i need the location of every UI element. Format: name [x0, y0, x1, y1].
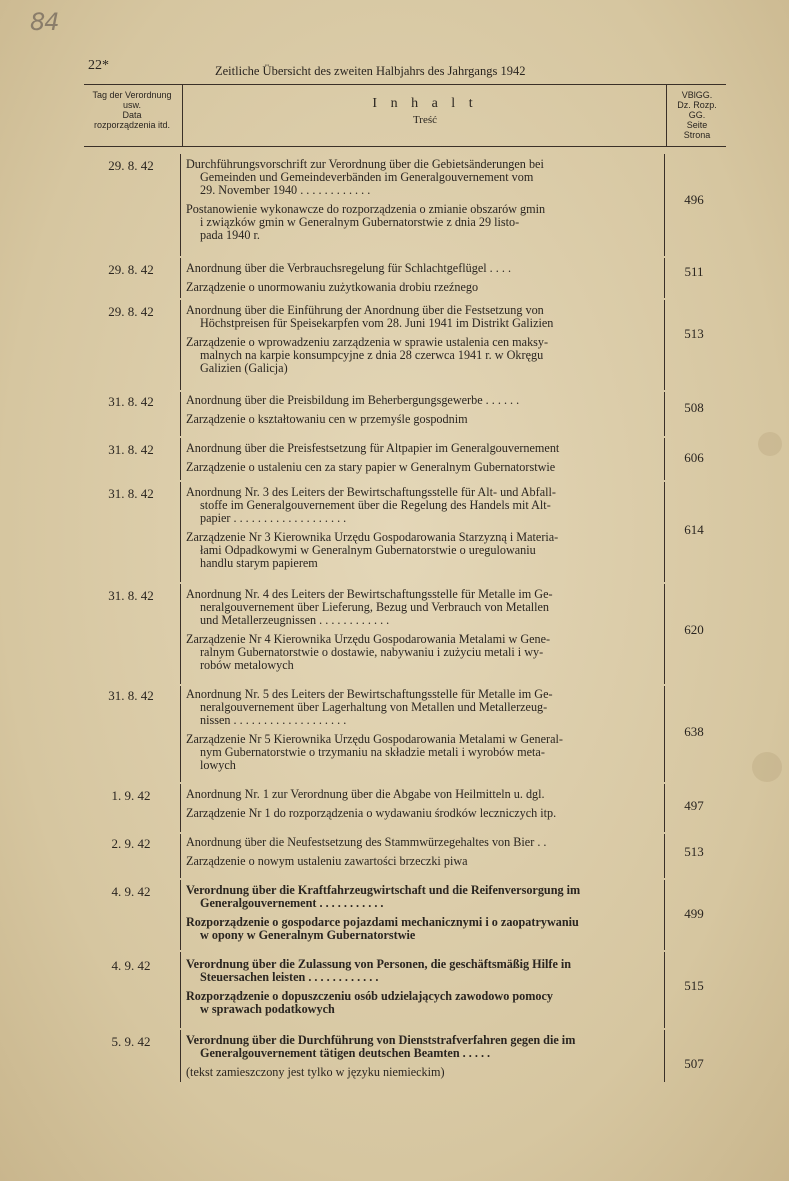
header-page-l4: Seite — [686, 120, 708, 130]
entry-line-pl: i związków gmin w Generalnym Gubernatorstwie z dnia 29 listo- — [200, 215, 520, 229]
entry-line-de: Anordnung Nr. 4 des Leiters der Bewirtschaftungsstelle für Metalle im Ge- — [186, 587, 553, 601]
paper-stain — [758, 432, 782, 456]
entry-page-number: 497 — [684, 798, 704, 813]
row-divider-left — [180, 482, 181, 582]
entry-line-de: Anordnung Nr. 1 zur Verordnung über die Abgabe von Heilmitteln u. dgl. — [186, 787, 545, 801]
entry-line-de: Generalgouvernement . . . . . . . . . . . — [200, 896, 384, 910]
row-divider-right — [664, 482, 665, 582]
entry-text-pl — [186, 203, 658, 242]
entry-text-pl — [186, 990, 658, 1016]
row-divider-left — [180, 952, 181, 1028]
entry-line-pl: Zarządzenie o kształtowaniu cen w przemyśle gospodnim — [186, 412, 468, 426]
entry-line-de: Höchstpreisen für Speisekarpfen vom 28. Juni 1941 im Distrikt Galizien — [200, 316, 554, 330]
header-page-column — [669, 90, 725, 140]
entry-line-de: stoffe im Generalgouvernement über die Regelung des Handels mit Alt- — [200, 498, 551, 512]
row-divider-right — [664, 686, 665, 782]
row-divider-left — [180, 1030, 181, 1082]
header-date-column — [84, 90, 180, 130]
paper-stain — [752, 752, 782, 782]
row-divider-left — [180, 300, 181, 390]
entry-content — [186, 836, 658, 868]
entry-text-pl — [186, 807, 658, 820]
entry-line-pl: w sprawach podatkowych — [200, 1002, 335, 1016]
entry-line-de: Gemeinden und Gemeindeverbänden im Generalgouvernement vom — [200, 170, 534, 184]
row-divider-right — [664, 834, 665, 878]
row-divider-right — [664, 784, 665, 832]
entry-text-pl — [186, 733, 658, 772]
entry-line-pl: Postanowienie wykonawcze do rozporządzenia o zmianie obszarów gmin — [186, 202, 546, 216]
entry-page-number: 511 — [684, 264, 704, 279]
header-content-pl: Treść — [412, 114, 438, 126]
entry-text-de — [186, 958, 658, 984]
entry-text-de — [186, 486, 658, 525]
entry-date: 31. 8. 42 — [108, 442, 154, 457]
entry-line-de: 29. November 1940 . . . . . . . . . . . . — [200, 183, 371, 197]
entry-page-number: 620 — [684, 622, 704, 637]
entry-date: 31. 8. 42 — [108, 394, 154, 409]
entry-line-de: Verordnung über die Kraftfahrzeugwirtschaft und die Reifenversorgung im — [186, 883, 581, 897]
header-date-pl: Data — [122, 110, 142, 120]
entry-line-de: und Metallerzeugnissen . . . . . . . . . . . . — [200, 613, 390, 627]
entry-date: 2. 9. 42 — [111, 836, 151, 851]
entry-line-de: Anordnung über die Neufestsetzung des Stammwürzegehaltes von Bier . . — [186, 835, 547, 849]
entry-text-de — [186, 588, 658, 627]
row-divider-right — [664, 952, 665, 1028]
entry-line-de: Anordnung Nr. 3 des Leiters der Bewirtschaftungsstelle für Alt- und Abfall- — [186, 485, 556, 499]
entry-page-number: 513 — [684, 326, 704, 341]
entry-page-number: 496 — [684, 192, 704, 207]
entry-page-number: 499 — [684, 906, 704, 921]
entry-date: 5. 9. 42 — [111, 1034, 151, 1049]
row-divider-left — [180, 880, 181, 950]
entry-text-de — [186, 884, 658, 910]
entry-text-de — [186, 788, 658, 801]
entry-line-pl: Zarządzenie Nr 3 Kierownika Urzędu Gospodarowania Starzyzną i Materia- — [186, 530, 559, 544]
entry-page-number: 606 — [684, 450, 704, 465]
header-page-l5: Strona — [683, 130, 711, 140]
row-divider-left — [180, 584, 181, 684]
entry-text-pl — [186, 855, 658, 868]
entry-line-de: Verordnung über die Durchführung von Dienststrafverfahren gegen die im — [186, 1033, 576, 1047]
header-content-column — [186, 96, 664, 126]
entry-text-pl — [186, 531, 658, 570]
page-number: 22* — [88, 58, 109, 73]
entry-line-pl: robów metalowych — [200, 658, 294, 672]
entry-text-de — [186, 836, 658, 849]
entry-line-pl: Zarządzenie o wprowadzeniu zarządzenia w sprawie ustalenia cen maksy- — [186, 335, 549, 349]
entry-content — [186, 884, 658, 942]
header-date-pl-itd: rozporządzenia itd. — [93, 120, 171, 130]
entry-line-de: Anordnung über die Preisfestsetzung für Altpapier im Generalgouvernement — [186, 441, 560, 455]
entry-line-pl: lowych — [200, 758, 236, 772]
entry-text-de — [186, 442, 658, 455]
entry-page-number: 614 — [684, 522, 704, 537]
entry-line-pl: Galizien (Galicja) — [200, 361, 288, 375]
entry-line-de: nissen . . . . . . . . . . . . . . . . . . . — [200, 713, 347, 727]
entry-page-number: 513 — [684, 844, 704, 859]
entry-page-number: 515 — [684, 978, 704, 993]
row-divider-right — [664, 438, 665, 480]
entry-text-pl — [186, 336, 658, 375]
entry-line-de: Durchführungsvorschrift zur Verordnung über die Gebietsänderungen bei — [186, 157, 544, 171]
entry-line-de: neralgouvernement über Lagerhaltung von Metallen und Metallerzeug- — [200, 700, 548, 714]
column-divider-right — [666, 84, 667, 146]
entry-text-pl — [186, 916, 658, 942]
entry-line-pl: Zarządzenie Nr 4 Kierownika Urzędu Gospodarowania Metalami w Gene- — [186, 632, 551, 646]
row-divider-right — [664, 154, 665, 256]
entry-date: 4. 9. 42 — [111, 884, 151, 899]
row-divider-left — [180, 834, 181, 878]
entry-text-de — [186, 1034, 658, 1060]
row-divider-left — [180, 154, 181, 256]
entry-content — [186, 394, 658, 426]
row-divider-right — [664, 584, 665, 684]
entry-text-de — [186, 304, 658, 330]
entry-content — [186, 304, 658, 375]
entry-content — [186, 588, 658, 672]
entry-date: 29. 8. 42 — [108, 158, 154, 173]
entry-line-pl: malnych na karpie konsumpcyjne z dnia 28 czerwca 1941 r. w Okręgu — [200, 348, 544, 362]
entry-line-de: Generalgouvernement tätigen deutschen Beamten . . . . . — [200, 1046, 491, 1060]
entry-content — [186, 158, 658, 242]
entry-date: 4. 9. 42 — [111, 958, 151, 973]
entry-line-pl: Zarządzenie Nr 5 Kierownika Urzędu Gospodarowania Metalami w General- — [186, 732, 563, 746]
entry-line-pl: Zarządzenie o nowym ustaleniu zawartości brzeczki piwa — [186, 854, 468, 868]
header-date-de-usw: usw. — [122, 100, 141, 110]
entry-date: 31. 8. 42 — [108, 486, 154, 501]
entry-date: 31. 8. 42 — [108, 588, 154, 603]
entry-line-pl: handlu starym papierem — [200, 556, 318, 570]
entry-text-pl — [186, 413, 658, 426]
pencil-note: 84 — [30, 8, 59, 36]
entry-text-de — [186, 262, 658, 275]
entry-line-pl: nym Gubernatorstwie o trzymaniu na składzie metali i wyrobów meta- — [200, 745, 545, 759]
row-divider-right — [664, 300, 665, 390]
entry-content — [186, 442, 658, 474]
row-divider-left — [180, 258, 181, 298]
row-divider-left — [180, 392, 181, 436]
entry-line-pl: Zarządzenie Nr 1 do rozporządzenia o wydawaniu środków leczniczych itp. — [186, 806, 557, 820]
entry-text-de — [186, 688, 658, 727]
entry-content — [186, 486, 658, 570]
entry-line-pl: w opony w Generalnym Gubernatorstwie — [200, 928, 416, 942]
header-top-rule — [84, 84, 726, 85]
entry-page-number: 507 — [684, 1056, 704, 1071]
running-title: Zeitliche Übersicht des zweiten Halbjahrs des Jahrgangs 1942 — [215, 64, 526, 78]
row-divider-left — [180, 784, 181, 832]
column-divider-left — [182, 84, 183, 146]
entry-date: 29. 8. 42 — [108, 262, 154, 277]
row-divider-right — [664, 880, 665, 950]
entry-content — [186, 788, 658, 820]
entry-line-de: Steuersachen leisten . . . . . . . . . . . . — [200, 970, 379, 984]
entry-line-de: Anordnung über die Einführung der Anordnung über die Festsetzung von — [186, 303, 544, 317]
entry-line-de: Anordnung über die Preisbildung im Beherbergungsgewerbe . . . . . . — [186, 393, 520, 407]
header-page-l2: Dz. Rozp. — [677, 100, 717, 110]
entry-line-pl: ralnym Gubernatorstwie o dostawie, nabywaniu i zużyciu metali i wy- — [200, 645, 544, 659]
entry-text-pl — [186, 461, 658, 474]
entry-date: 29. 8. 42 — [108, 304, 154, 319]
entry-content — [186, 688, 658, 772]
entry-line-pl: łami Odpadkowymi w Generalnym Gubernatorstwie o uregulowaniu — [200, 543, 536, 557]
header-date-de: Tag der Verordnung — [92, 90, 172, 100]
entry-page-number: 638 — [684, 724, 704, 739]
entry-text-de — [186, 158, 658, 197]
entry-content — [186, 1034, 658, 1079]
header-page-l1: VBlGG. — [681, 90, 713, 100]
entry-line-pl: Rozporządzenie o gospodarce pojazdami mechanicznymi i o zaopatrywaniu — [186, 915, 579, 929]
row-divider-right — [664, 258, 665, 298]
entry-line-de: Verordnung über die Zulassung von Personen, die geschäftsmäßig Hilfe in — [186, 957, 572, 971]
header-bottom-rule — [84, 146, 726, 147]
entry-line-pl: Rozporządzenie o dopuszczeniu osób udzielających zawodowo pomocy — [186, 989, 553, 1003]
entry-line-de: Anordnung über die Verbrauchsregelung für Schlachtgeflügel . . . . — [186, 261, 512, 275]
entry-text-pl — [186, 281, 658, 294]
entry-date: 31. 8. 42 — [108, 688, 154, 703]
entry-line-de: papier . . . . . . . . . . . . . . . . . . . — [200, 511, 347, 525]
entry-text-pl — [186, 633, 658, 672]
entry-line-pl: Zarządzenie o ustaleniu cen za stary papier w Generalnym Gubernatorstwie — [186, 460, 556, 474]
entry-content — [186, 958, 658, 1016]
entry-line-pl: Zarządzenie o unormowaniu zużytkowania drobiu rzeźnego — [186, 280, 479, 294]
entry-page-number: 508 — [684, 400, 704, 415]
entry-text-de — [186, 394, 658, 407]
entry-date: 1. 9. 42 — [111, 788, 151, 803]
row-divider-right — [664, 392, 665, 436]
header-page-l3: GG. — [688, 110, 706, 120]
entry-text-pl — [186, 1066, 658, 1079]
entry-line-pl: pada 1940 r. — [200, 228, 260, 242]
row-divider-right — [664, 1030, 665, 1082]
header-content-de: I n h a l t — [372, 96, 478, 111]
entry-content — [186, 262, 658, 294]
entry-line-de: neralgouvernement über Lieferung, Bezug und Verbrauch von Metallen — [200, 600, 550, 614]
row-divider-left — [180, 686, 181, 782]
row-divider-left — [180, 438, 181, 480]
entry-line-pl: (tekst zamieszczony jest tylko w języku niemieckim) — [186, 1065, 445, 1079]
entry-line-de: Anordnung Nr. 5 des Leiters der Bewirtschaftungsstelle für Metalle im Ge- — [186, 687, 553, 701]
